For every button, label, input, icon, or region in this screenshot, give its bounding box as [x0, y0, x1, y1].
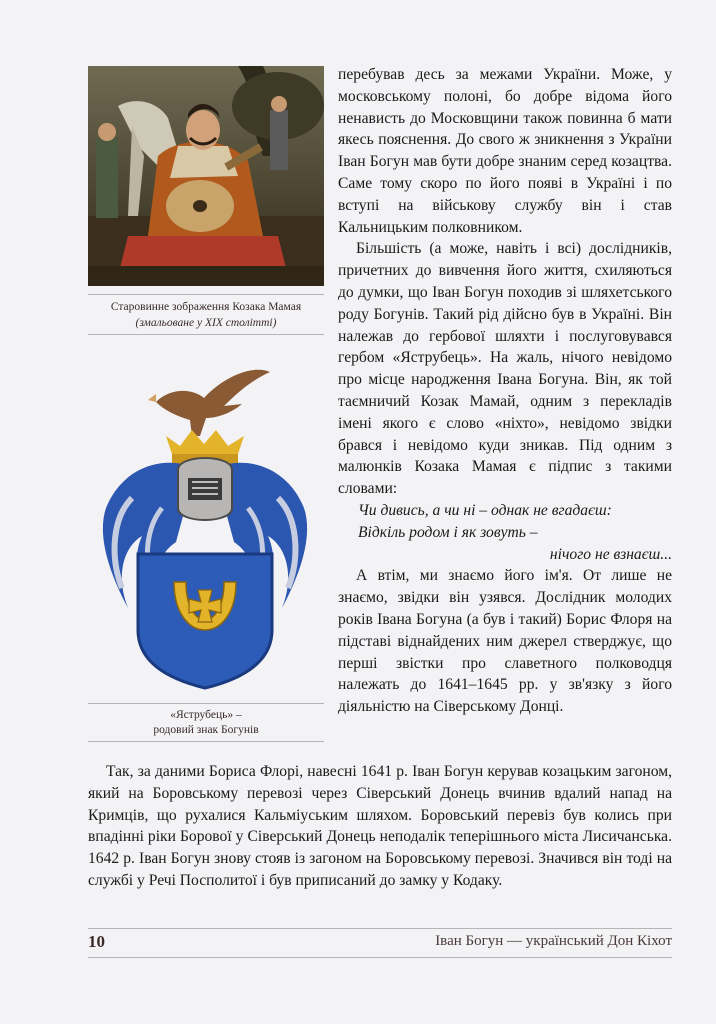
figure1-caption-main: Старовинне зображення Козака Мамая: [110, 301, 302, 313]
paragraph-1: перебував десь за межами України. Може, у московському полоні, бо добре відома його ненависть до Московщини також повинна б мати якесь пояснення. До свого ж зникнення з України Іван Богун мав бути добре знаним серед козацтва. Саме тому скоро по його появі в Україні і по вступі на військову службу він і став Кальницьким полковником.: [338, 66, 672, 236]
figure2-caption: [88, 703, 324, 742]
verse-quote: [338, 500, 672, 565]
right-text-column: [338, 64, 672, 718]
verse-line-1: Чи дивись, а чи ні – однак не вгадаєш:: [358, 501, 612, 519]
figure1-caption-sub: (змальоване у XIX столітті): [135, 317, 277, 329]
figure2-caption-line1: «Яструбець» –: [170, 709, 242, 721]
figure2-caption-line2: родовий знак Богунів: [153, 724, 259, 736]
kozak-mamai-painting: [88, 66, 324, 286]
page-number: 10: [88, 932, 105, 951]
paragraph-2: Більшість (а може, навіть і всі) дослідників, причетних до вивчення його життя, схиляються до думки, що Іван Богун походив зі шляхетського роду Богунів. Такий рід дійсно був в Україні. Він належав до гербової шляхти і послуговувався гербом «Яструбець». На жаль, нічого невідомо про місце народження Івана Богуна. Він, як той таємничий Козак Мамай, одним з перекладів імені якого є слово «ніхто», невідомо звідки брався і невідомо куди зникав. Під одним з малюнків Козака Мамая є підпис з такими словами:: [338, 240, 672, 498]
paragraph-4: Так, за даними Бориса Флорі, навесні 1641 р. Іван Богун керував козацьким загоном, який на Боровському перевозі через Сіверський Донець вчинив вдалий напад на Кримців, що рухалися Кальміуським шляхом. Боровський перевіз був колись при впадінні ріки Борової у Сіверський Донець неподалік теперішнього міста Лисичанська. 1642 р. Іван Богун знову стояв із загоном на Боровському перевозі. Значився він тоді на службі у Речі Посполитої і був приписаний до замку у Кодаку.: [88, 763, 672, 889]
running-title: Іван Богун — український Дон Кіхот: [435, 933, 672, 949]
figure1-caption: [88, 294, 324, 335]
full-width-text: [88, 761, 672, 892]
page-footer: [88, 928, 672, 958]
verse-line-3: нічого не взнаєш...: [549, 545, 672, 563]
yastrubets-coat-of-arms: [92, 358, 318, 690]
verse-line-2: Відкіль родом і як зовуть –: [358, 523, 538, 541]
paragraph-3: А втім, ми знаємо його ім'я. От лише не знаємо, звідки він узявся. Дослідник молодих років Івана Богуна (а був і такий) Борис Флоря на підставі віднайдених ним джерел стверджує, що перші звістки про славетного полководця належать до 1641–1645 рр. у зв'язку з його діяльністю на Сіверському Донці.: [338, 567, 672, 716]
